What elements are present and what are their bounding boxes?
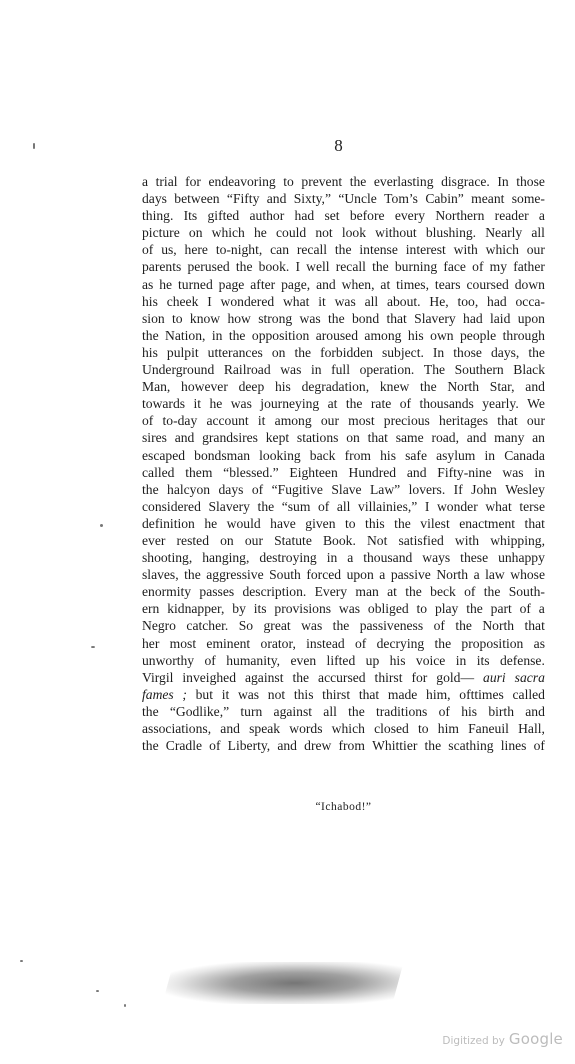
- text-line: a trial for endeavoring to prevent the everlasting disgrace. In those: [142, 174, 545, 189]
- scan-speck: [20, 960, 23, 962]
- scan-speck: [33, 143, 35, 149]
- text-line: sion to know how strong was the bond that Slavery had laid upon: [142, 310, 545, 326]
- page-number: 8: [334, 136, 343, 155]
- text-line: the “Godlike,” turn against all the traditions of his birth and: [142, 703, 545, 719]
- text-line: shooting, hanging, destroying in a thousand ways these unhappy: [142, 550, 545, 566]
- text-line: definition he would have given to this the vilest enactment that: [142, 515, 545, 531]
- text-line: his pulpit utterances on the forbidden subject. In those days, the: [142, 344, 545, 360]
- text-line: the Nation, in the opposition aroused among his own people through: [142, 327, 545, 343]
- text-line: Underground Railroad was in full operation. The Southern Black: [142, 362, 545, 378]
- text-line: Man, however deep his degradation, knew the North Star, and: [142, 379, 545, 395]
- text-line: thing. Its gifted author had set before every Northern reader a: [142, 208, 545, 224]
- text-line: of to-day account it among our most precious heritages that our: [142, 413, 545, 429]
- text-line: considered Slavery the “sum of all villainies,” I wonder what terse: [142, 498, 545, 514]
- text-line: unworthy of humanity, even lifted up his voice in its defense.: [142, 652, 545, 668]
- text-line: the halcyon days of “Fugitive Slave Law” lovers. If John Wesley: [142, 481, 545, 497]
- text-line: escaped bondsman looking back from his safe asylum in Canada: [142, 447, 545, 463]
- text-line: parents perused the book. I well recall the burning face of my father: [142, 259, 545, 275]
- scan-speck: [96, 990, 99, 992]
- text-line: ern kidnapper, by its provisions was obliged to play the part of a: [142, 601, 545, 617]
- text-line: the Cradle of Liberty, and drew from Whittier the scathing lines of: [142, 738, 545, 754]
- scan-speck: [124, 1004, 126, 1007]
- watermark-digitized-text: Digitized by: [442, 1035, 505, 1047]
- text-line: as he turned page after page, and when, at times, tears coursed down: [142, 276, 545, 292]
- scan-speck: [91, 646, 95, 648]
- google-logo: Google: [508, 1030, 563, 1048]
- digitized-watermark: [442, 1030, 563, 1048]
- text-line: slaves, the aggressive South forced upon a passive North a law whose: [142, 567, 545, 583]
- text-line: called them “blessed.” Eighteen Hundred and Fifty-nine was in: [142, 464, 545, 480]
- scan-speck: [100, 524, 103, 527]
- text-line: fames ; but it was not this thirst that made him, ofttimes called: [142, 686, 545, 702]
- text-line: picture on which he could not look without blushing. Nearly all: [142, 225, 545, 241]
- body-text: [142, 173, 545, 754]
- text-line: towards it he was journeying at the rate of thousands yearly. We: [142, 396, 545, 412]
- text-line: Virgil inveighed against the accursed thirst for gold— auri sacra: [142, 669, 545, 685]
- text-line: her most eminent orator, instead of decrying the proposition as: [142, 635, 545, 651]
- scan-smudge: [162, 962, 403, 1004]
- poem-title: “Ichabod!”: [315, 801, 372, 813]
- text-line: Negro catcher. So great was the passiveness of the North that: [142, 618, 545, 634]
- text-line: associations, and speak words which closed to him Faneuil Hall,: [142, 721, 545, 736]
- text-line: of us, here to-night, can recall the intense interest with which our: [142, 242, 545, 258]
- text-line: days between “Fifty and Sixty,” “Uncle Tom’s Cabin” meant some-: [142, 191, 545, 207]
- text-line: sires and grandsires kept stations on that same road, and many an: [142, 430, 545, 446]
- text-line: his cheek I wondered what it was all about. He, too, had occa-: [142, 293, 545, 309]
- text-line: ever rested on our Statute Book. Not satisfied with whipping,: [142, 532, 545, 548]
- text-line: enormity passes description. Every man at the beck of the South-: [142, 584, 545, 600]
